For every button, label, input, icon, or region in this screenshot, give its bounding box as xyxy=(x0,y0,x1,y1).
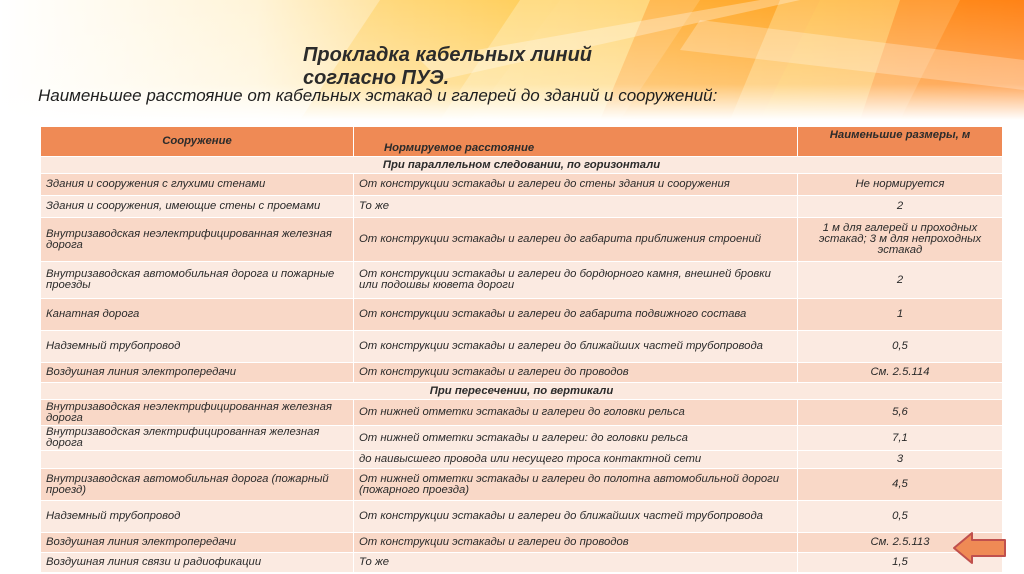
cell-size: 0,5 xyxy=(798,501,1003,533)
cell-structure: Надземный трубопровод xyxy=(41,331,354,363)
table-row xyxy=(41,400,1003,426)
cell-distance: От конструкции эстакады и галереи до бордюрного камня, внешней бровки или подошвы кювета дороги xyxy=(354,262,798,299)
table-row xyxy=(41,426,1003,451)
cell-distance: От конструкции эстакады и галереи до ближайших частей трубопровода xyxy=(354,501,798,533)
distance-table xyxy=(40,126,1003,573)
cell-distance: От нижней отметки эстакады и галереи до головки рельса xyxy=(354,400,798,426)
cell-structure xyxy=(41,451,354,469)
table-row xyxy=(41,174,1003,196)
table-row xyxy=(41,363,1003,383)
page-title xyxy=(303,44,703,90)
cell-distance: От конструкции эстакады и галереи до проводов xyxy=(354,363,798,383)
cell-size: 3 xyxy=(798,451,1003,469)
cell-size: См. 2.5.113 xyxy=(798,533,1003,553)
cell-structure: Здания и сооружения с глухими стенами xyxy=(41,174,354,196)
cell-structure: Воздушная линия электропередачи xyxy=(41,533,354,553)
table-row xyxy=(41,501,1003,533)
table-header-row xyxy=(41,127,1003,157)
cell-size: 1,5 xyxy=(798,553,1003,573)
title-line-1: Прокладка кабельных линий xyxy=(303,44,593,66)
cell-structure: Воздушная линия электропередачи xyxy=(41,363,354,383)
cell-structure: Внутризаводская электрифицированная железная дорога xyxy=(41,426,354,451)
cell-distance: От конструкции эстакады и галереи до стены здания и сооружения xyxy=(354,174,798,196)
cell-structure: Внутризаводская автомобильная дорога (пожарный проезд) xyxy=(41,469,354,501)
cell-distance: От конструкции эстакады и галереи до ближайших частей трубопровода xyxy=(354,331,798,363)
cell-structure: Здания и сооружения, имеющие стены с проемами xyxy=(41,196,354,218)
cell-size: 2 xyxy=(798,196,1003,218)
cell-structure: Воздушная линия связи и радиофикации xyxy=(41,553,354,573)
table-row xyxy=(41,533,1003,553)
cell-size: См. 2.5.114 xyxy=(798,363,1003,383)
section-title: При параллельном следовании, по горизонтали xyxy=(41,157,1003,174)
table-row xyxy=(41,553,1003,573)
cell-distance: То же xyxy=(354,553,798,573)
table-row xyxy=(41,218,1003,262)
table-row xyxy=(41,196,1003,218)
table-row xyxy=(41,451,1003,469)
cell-distance: От нижней отметки эстакады и галереи до полотна автомобильной дороги (пожарного проезда) xyxy=(354,469,798,501)
cell-size: 7,1 xyxy=(798,426,1003,451)
cell-structure: Надземный трубопровод xyxy=(41,501,354,533)
cell-distance: От конструкции эстакады и галереи до проводов xyxy=(354,533,798,553)
cell-size: 2 xyxy=(798,262,1003,299)
table-row xyxy=(41,331,1003,363)
left-arrow-icon[interactable] xyxy=(952,531,1008,565)
cell-size: 4,5 xyxy=(798,469,1003,501)
section-header-row xyxy=(41,383,1003,400)
cell-distance: до наивысшего провода или несущего троса контактной сети xyxy=(354,451,798,469)
column-header-structure: Сооружение xyxy=(41,127,354,157)
cell-distance: От конструкции эстакады и галереи до габарита приближения строений xyxy=(354,218,798,262)
cell-structure: Внутризаводская неэлектрифицированная железная дорога xyxy=(41,218,354,262)
cell-size: 1 м для галерей и проходных эстакад; 3 м для непроходных эстакад xyxy=(798,218,1003,262)
cell-structure: Внутризаводская автомобильная дорога и пожарные проезды xyxy=(41,262,354,299)
cell-size: Не нормируется xyxy=(798,174,1003,196)
table-row xyxy=(41,262,1003,299)
column-header-distance: Нормируемое расстояние xyxy=(354,127,798,157)
table-row xyxy=(41,299,1003,331)
section-header-row xyxy=(41,157,1003,174)
cell-distance: От нижней отметки эстакады и галереи: до головки рельса xyxy=(354,426,798,451)
section-title: При пересечении, по вертикали xyxy=(41,383,1003,400)
cell-size: 1 xyxy=(798,299,1003,331)
cell-distance: То же xyxy=(354,196,798,218)
cell-structure: Внутризаводская неэлектрифицированная железная дорога xyxy=(41,400,354,426)
cell-structure: Канатная дорога xyxy=(41,299,354,331)
table-row xyxy=(41,469,1003,501)
cell-distance: От конструкции эстакады и галереи до габарита подвижного состава xyxy=(354,299,798,331)
cell-size: 5,6 xyxy=(798,400,1003,426)
cell-size: 0,5 xyxy=(798,331,1003,363)
title-line-2: согласно ПУЭ. xyxy=(303,67,450,89)
column-header-size: Наименьшие размеры, м xyxy=(798,127,1003,157)
page-subtitle: Наименьшее расстояние от кабельных эстакад и галерей до зданий и сооружений: xyxy=(38,86,718,105)
